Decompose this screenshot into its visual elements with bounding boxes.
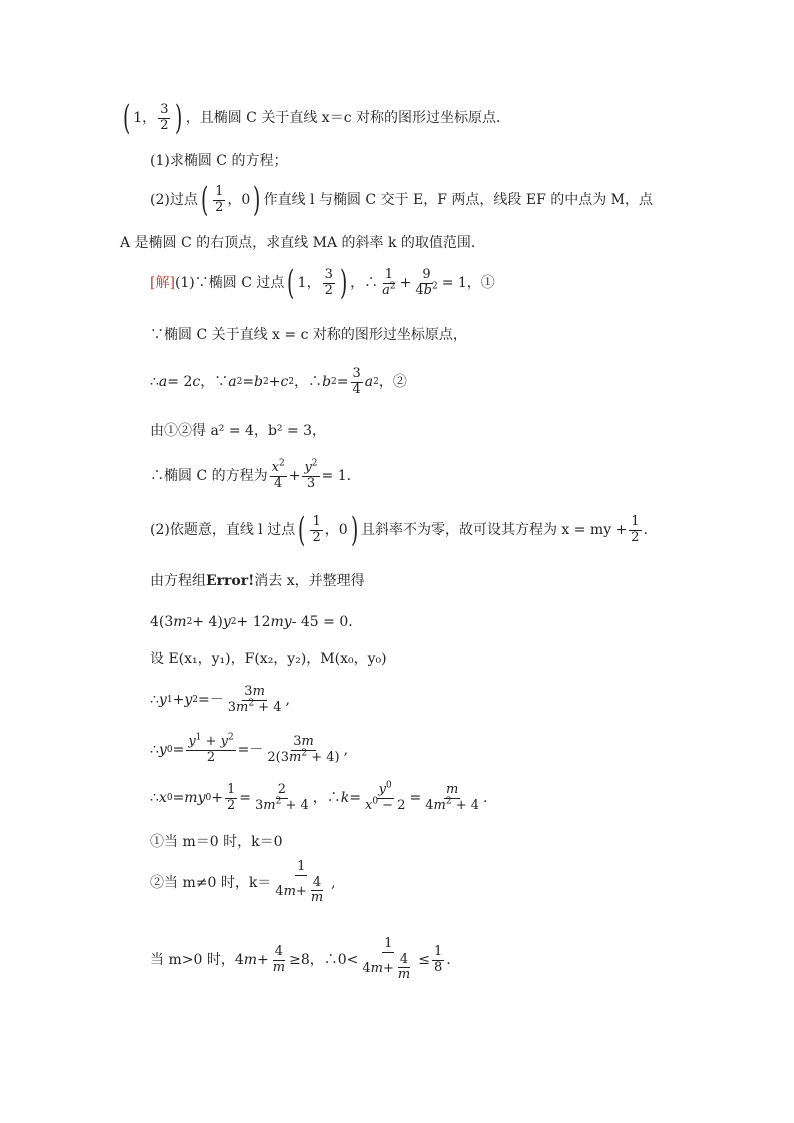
solution-step-3: ∴ a = 2 c ，∵ a 2 = b 2 + c 2 ，∴ b 2 = $\frac{3}{4}$ a 2 ，②	[150, 365, 407, 397]
solution-step-1: [解] (1)∵椭圆 C 过点 ( 1， $\frac{3}{2}$ ) ，∴ $\frac{1}{a^2}$ + $\frac{9}{4b^2}$ = 1，①	[150, 263, 495, 303]
error-text: Error!	[206, 573, 255, 589]
solution-step-9: 设 E(x₁，y₁)，F(x₂，y₂)，M(x₀，y₀)	[150, 651, 387, 667]
solution-step-2: ∵椭圆 C 关于直线 x = c 对称的图形过坐标原点，	[150, 327, 467, 343]
solution-step-10: ∴ y 1 + y 2 =－ $\frac{3m}{3m^2 + 4}$ ,	[150, 683, 290, 715]
solution-step-7: 由方程组 Error! 消去 x，并整理得	[150, 573, 365, 589]
question-2: (2)过点 ( $\frac{1}{2}$ ，0 ) 作直线 l 与椭圆 C 交于 E，F 两点，线段 EF 的中点为 M，点	[150, 180, 654, 220]
solution-label: [解]	[150, 275, 175, 291]
problem-line-1: ( 1， $\frac{3}{2}$ ) ，且椭圆 C 关于直线 x＝c 对称的图形过坐标原点．	[122, 98, 510, 138]
question-1: (1)求椭圆 C 的方程；	[150, 153, 288, 169]
solution-step-13: ①当 m＝0 时，k＝0	[150, 834, 283, 850]
solution-step-14: ②当 m≠0 时，k＝ 1 4m+ $\frac{4}{m}$ ,	[150, 858, 336, 906]
solution-step-8: 4(3 m 2 + 4) y 2 + 12 my - 45 = 0.	[150, 614, 353, 630]
question-2-cont: A 是椭圆 C 的右顶点，求直线 MA 的斜率 k 的取值范围．	[120, 235, 485, 251]
solution-step-11: ∴ y 0 = $\frac{y^1 + y^2}{2}$ =－ $\frac{3m}{2(3m^2 + 4)}$ ,	[150, 732, 349, 765]
solution-step-12: ∴ x 0 = my 0 + $\frac{1}{2}$ = $\frac{2}{3m^2 + 4}$ ，∴ k = $\frac{y^0}{x^0 - 2}$ = $\frac{m}{4m^2 + 4}$ .	[150, 780, 488, 813]
solution-step-4: 由①②得 a² = 4，b² = 3，	[150, 423, 327, 439]
solution-step-5: ∴椭圆 C 的方程为 $\frac{x^2}{4}$ + $\frac{y^2}{3}$ = 1.	[150, 458, 352, 491]
solution-step-6: (2)依题意，直线 l 过点 ( $\frac{1}{2}$ ，0 ) 且斜率不为零，故可设其方程为 x = my + $\frac{1}{2}$ .	[150, 510, 649, 550]
solution-step-15: 当 m>0 时， 4 m + $\frac{4}{m}$ ≥8，∴0< 1 4m+ $\frac{4}{m}$ ≤ $\frac{1}{8}$ .	[150, 935, 451, 983]
